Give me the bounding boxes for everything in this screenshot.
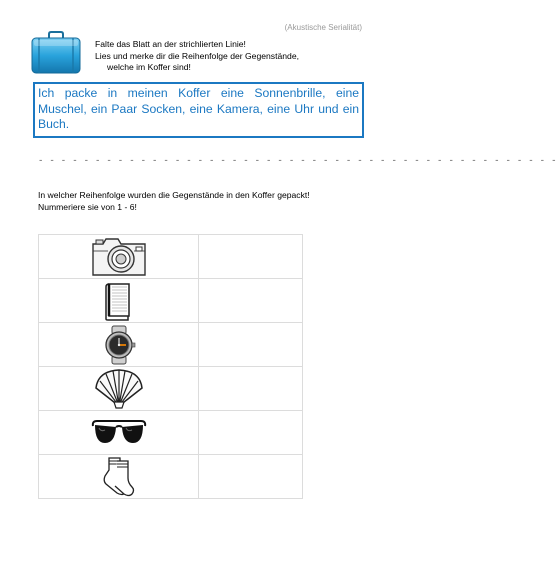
number-answer-cell[interactable]	[199, 367, 303, 411]
book-icon	[104, 281, 134, 321]
number-answer-cell[interactable]	[199, 323, 303, 367]
suitcase-icon	[31, 30, 81, 75]
number-answer-cell[interactable]	[199, 279, 303, 323]
table-row	[39, 367, 303, 411]
instructions	[95, 39, 375, 74]
item-picture-cell	[39, 455, 199, 499]
item-picture-cell	[39, 323, 199, 367]
table-row	[39, 411, 303, 455]
instruction-line-2: Lies und merke dir die Reihenfolge der Gegenstände,	[95, 50, 299, 61]
table-row	[39, 235, 303, 279]
memory-text-box: Ich packe in meinen Koffer eine Sonnenbrille, eine Muschel, ein Paar Socken, eine Kamera, eine Uhr und ein Buch.	[33, 82, 364, 138]
sunglasses-icon	[91, 417, 147, 449]
number-answer-cell[interactable]	[199, 455, 303, 499]
item-picture-cell	[39, 411, 199, 455]
fold-line: - - - - - - - - - - - - - - - - - - - - - - - - - - - - - - - - - - - - - - - - - - - - - -	[38, 156, 557, 166]
header-note: (Akustische Serialität)	[284, 23, 362, 32]
question-line-1: In welcher Reihenfolge wurden die Gegenstände in den Koffer gepackt!	[38, 190, 310, 200]
item-picture-cell	[39, 279, 199, 323]
watch-icon	[102, 325, 136, 365]
number-answer-cell[interactable]	[199, 235, 303, 279]
instruction-line-3: welche im Koffer sind!	[107, 62, 191, 72]
answer-table	[38, 234, 303, 499]
camera-icon	[89, 236, 149, 278]
question-line-2: Nummeriere sie von 1 - 6!	[38, 201, 137, 212]
number-answer-cell[interactable]	[199, 411, 303, 455]
table-row	[39, 323, 303, 367]
shell-icon	[92, 368, 146, 410]
question	[38, 190, 368, 213]
table-row	[39, 455, 303, 499]
item-picture-cell	[39, 367, 199, 411]
table-row	[39, 279, 303, 323]
socks-icon	[99, 456, 139, 498]
item-picture-cell	[39, 235, 199, 279]
instruction-line-1: Falte das Blatt an der strichlierten Linie!	[95, 39, 246, 49]
